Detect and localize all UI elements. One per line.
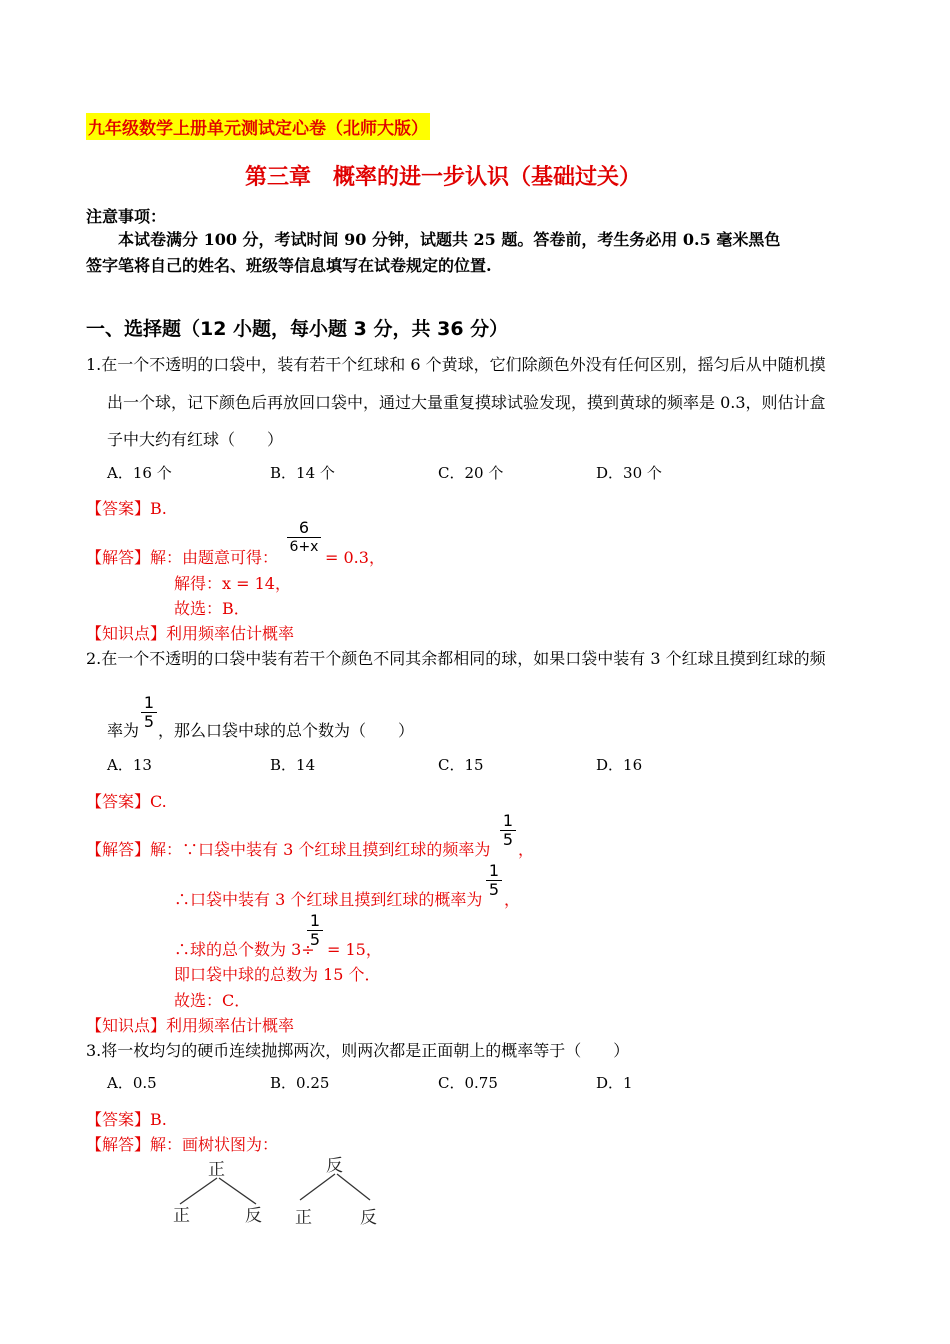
tree-right-leaf-2: 反 — [360, 1208, 377, 1228]
question-2-option-a[interactable]: A．13 — [107, 756, 152, 774]
question-1-line-3: 子中大约有红球（ ） — [107, 430, 284, 449]
question-2-solution-line-4: 即口袋中球的总数为 15 个． — [174, 965, 381, 984]
fraction-denominator: 6+x — [289, 539, 319, 555]
notice-line-1: 本试卷满分 100 分，考试时间 90 分钟，试题共 25 题。答卷前，考生务必用 0.5 毫米黑色 — [118, 230, 781, 249]
fraction-numerator: 1 — [309, 911, 321, 930]
question-1-answer: 【答案】B. — [86, 499, 167, 518]
tree-branch-right-2 — [337, 1174, 370, 1200]
fraction-denominator: 5 — [502, 830, 514, 849]
question-2-solution-fraction-3 — [307, 912, 323, 949]
question-1-option-c[interactable]: C．20 个 — [438, 464, 504, 482]
question-1-solution-equation-tail: = 0.3， — [325, 548, 385, 567]
tree-branch-right-1 — [300, 1174, 335, 1200]
question-3-line-1: 3.将一枚均匀的硬币连续抛掷两次，则两次都是正面朝上的概率等于（ ） — [86, 1041, 630, 1060]
notice-line-2: 签字笔将自己的姓名、班级等信息填写在试卷规定的位置. — [86, 256, 492, 275]
question-2-line-2-prefix: 率为 — [107, 721, 140, 740]
fraction-denominator: 5 — [143, 712, 155, 731]
fraction-numerator: 1 — [488, 861, 500, 880]
question-2-solution-line-1: 【解答】解：∵口袋中装有 3 个红球且摸到红球的频率为 — [86, 840, 491, 859]
question-3-option-b[interactable]: B．0.25 — [270, 1074, 330, 1092]
question-2-solution-line-2-tail: ， — [504, 890, 521, 909]
question-1-option-d[interactable]: D．30 个 — [596, 464, 662, 482]
question-3-answer: 【答案】B. — [86, 1110, 167, 1129]
notice-label: 注意事项： — [86, 207, 167, 226]
question-1-line-2: 出一个球，记下颜色后再放回口袋中，通过大量重复摸球试验发现，摸到黄球的频率是 0.3，则估计盒 — [107, 393, 826, 412]
question-3-option-d[interactable]: D．1 — [596, 1074, 633, 1092]
question-2-solution-fraction-1 — [500, 812, 516, 849]
question-1-knowledge-point: 【知识点】利用频率估计概率 — [86, 624, 295, 643]
question-2-line-1: 2.在一个不透明的口袋中装有若干个颜色不同其余都相同的球，如果口袋中装有 3 个红球且摸到红球的频 — [86, 649, 826, 668]
question-3-option-c[interactable]: C．0.75 — [438, 1074, 498, 1092]
fraction-denominator: 5 — [488, 880, 500, 899]
question-3-solution-label: 【解答】解：画树状图为： — [86, 1135, 279, 1154]
tree-left-leaf-2: 反 — [245, 1206, 262, 1226]
fraction-numerator: 1 — [143, 693, 155, 712]
question-2-solution-line-3: ∴球的总个数为 3÷ — [174, 940, 315, 959]
question-2-solution-line-3-tail: = 15， — [327, 940, 382, 959]
question-2-knowledge-point: 【知识点】利用频率估计概率 — [86, 1016, 295, 1035]
chapter-title: 第三章 概率的进一步认识（基础过关） — [245, 165, 642, 190]
question-2-fraction — [141, 694, 157, 731]
question-1-solution-step-2: 解得：x = 14， — [174, 574, 291, 593]
question-2-line-2-suffix: ，那么口袋中球的总个数为（ ） — [158, 721, 415, 740]
question-2-answer: 【答案】C. — [86, 792, 167, 811]
question-1-solution-label: 【解答】解：由题意可得： — [86, 548, 279, 567]
question-2-solution-line-2: ∴口袋中装有 3 个红球且摸到红球的概率为 — [174, 890, 483, 909]
question-2-solution-line-1-tail: ， — [518, 840, 535, 859]
section-heading: 一、选择题（12 小题，每小题 3 分，共 36 分） — [86, 318, 509, 340]
tree-left-leaf-1: 正 — [173, 1206, 190, 1226]
question-1-line-1: 1.在一个不透明的口袋中，装有若干个红球和 6 个黄球，它们除颜色外没有任何区别，摇匀后从中随机摸 — [86, 355, 826, 374]
question-1-fraction — [287, 519, 321, 556]
paper-series-title: 九年级数学上册单元测试定心卷（北师大版） — [86, 113, 430, 140]
question-2-solution-line-5: 故选：C． — [174, 991, 251, 1010]
fraction-numerator: 1 — [502, 811, 514, 830]
question-1-solution-step-3: 故选：B． — [174, 599, 250, 618]
question-1-option-a[interactable]: A．16 个 — [107, 464, 172, 482]
tree-right-leaf-1: 正 — [295, 1208, 312, 1228]
question-3-option-a[interactable]: A．0.5 — [107, 1074, 157, 1092]
tree-right-root: 反 — [326, 1156, 343, 1176]
fraction-numerator: 6 — [298, 518, 310, 537]
question-2-solution-fraction-2 — [486, 862, 502, 899]
tree-left-root: 正 — [208, 1160, 225, 1180]
question-1-option-b[interactable]: B．14 个 — [270, 464, 335, 482]
fraction-denominator: 5 — [309, 930, 321, 949]
question-2-option-c[interactable]: C．15 — [438, 756, 484, 774]
question-2-option-b[interactable]: B．14 — [270, 756, 316, 774]
question-2-option-d[interactable]: D．16 — [596, 756, 643, 774]
